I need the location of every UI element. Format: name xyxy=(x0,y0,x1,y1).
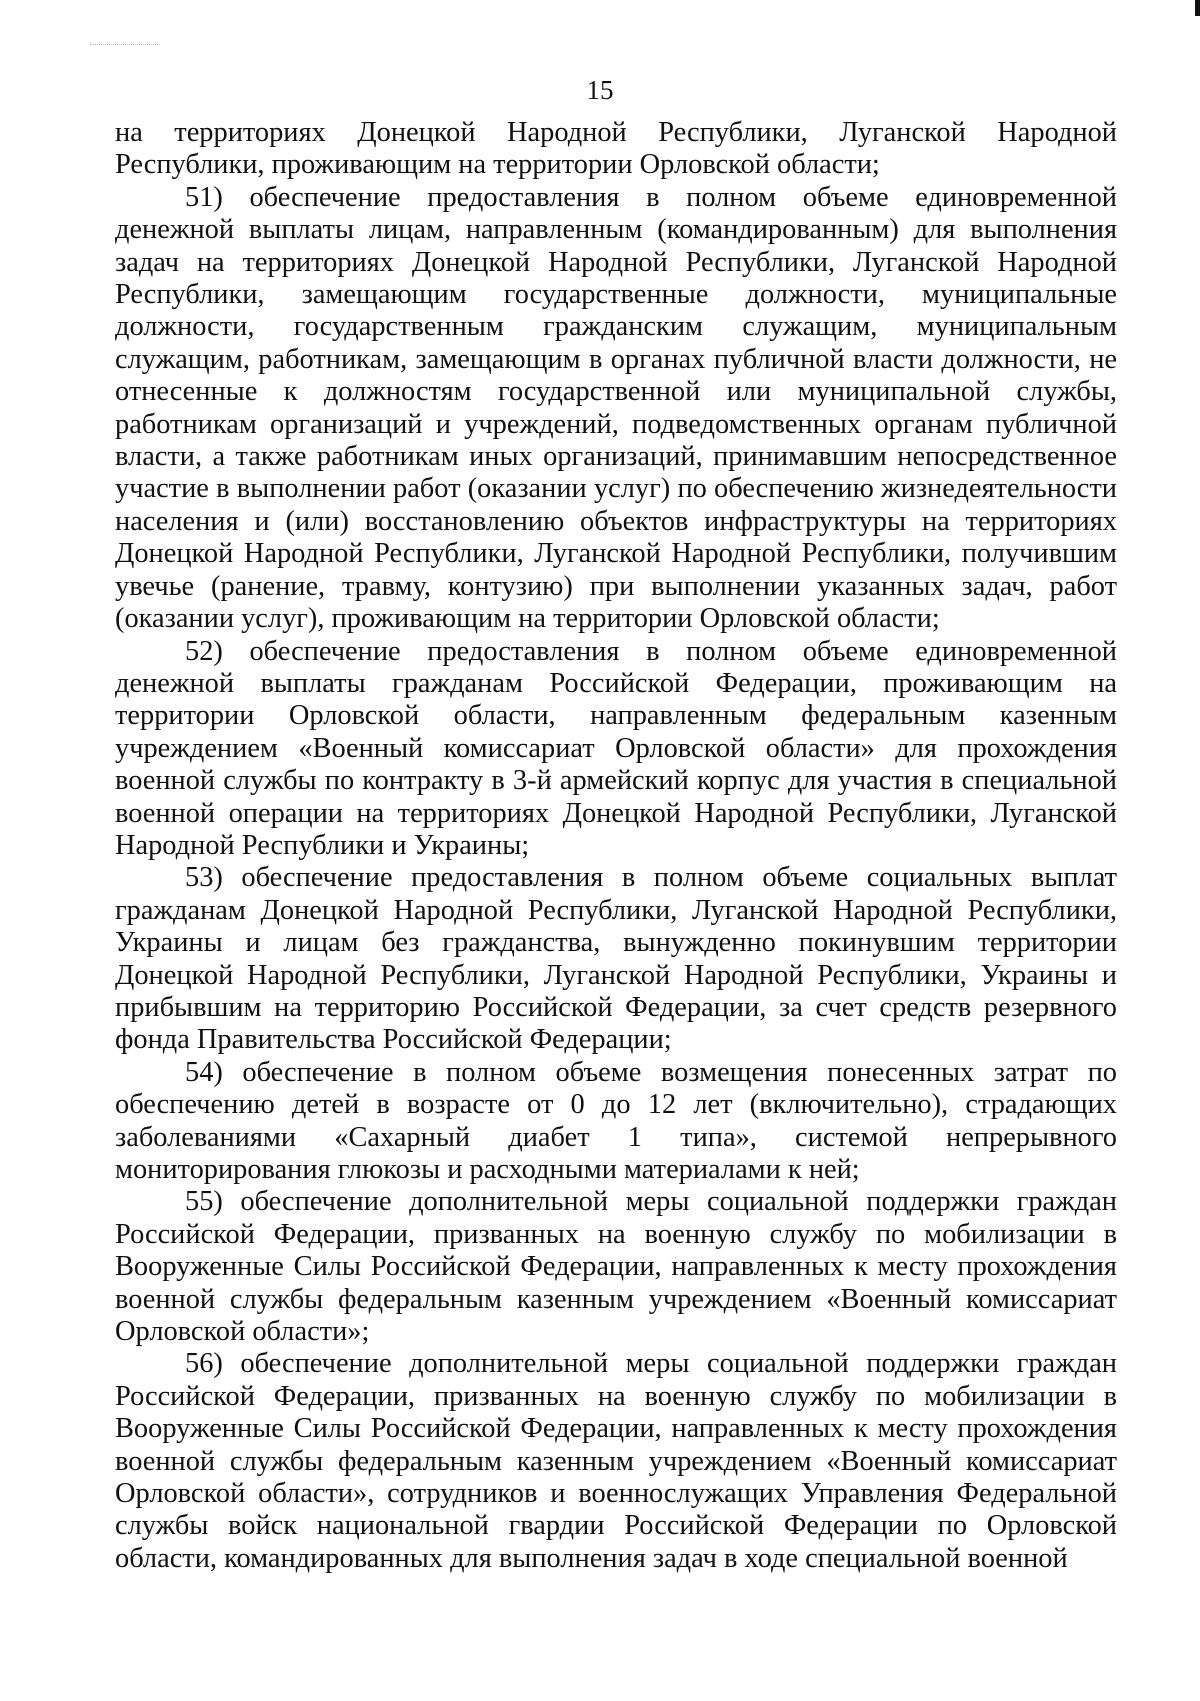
scan-edge-mark xyxy=(1195,0,1200,16)
paragraph-item-55: 55) обеспечение дополнительной меры социальной поддержки граждан Российской Федерации, призванных на военную службу по мобилизации в Вооруженные Силы Российской Федерации, направленных к месту прохождения военной службы федеральным казенным учреждением «Военный комиссариат Орловской области»; xyxy=(115,1186,1117,1348)
paragraph-item-51: 51) обеспечение предоставления в полном объеме единовременной денежной выплаты лицам, направленным (командированным) для выполнения задач на территориях Донецкой Народной Республики, Луганской Народной Республики, замещающим государственные должности, муниципальные должности, государственным гражданским служащим, муниципальным служащим, работникам, замещающим в органах публичной власти должности, не отнесенные к должностям государственной или муниципальной службы, работникам организаций и учреждений, подведомственных органам публичной власти, а также работникам иных организаций, принимавшим непосредственное участие в выполнении работ (оказании услуг) по обеспечению жизнедеятельности населения и (или) восстановлению объектов инфраструктуры на территориях Донецкой Народной Республики, Луганской Народной Республики, получившим увечье (ранение, травму, контузию) при выполнении указанных задач, работ (оказании услуг), проживающим на территории Орловской области; xyxy=(115,181,1117,635)
paragraph-item-52: 52) обеспечение предоставления в полном объеме единовременной денежной выплаты гражданам Российской Федерации, проживающим на территории Орловской области, направленным федеральным казенным учреждением «Военный комиссариат Орловской области» для прохождения военной службы по контракту в 3-й армейский корпус для участия в специальной военной операции на территориях Донецкой Народной Республики, Луганской Народной Республики и Украины; xyxy=(115,635,1117,861)
paragraph-item-53: 53) обеспечение предоставления в полном объеме социальных выплат гражданам Донецкой Народной Республики, Луганской Народной Республики, Украины и лицам без гражданства, вынужденно покинувшим территории Донецкой Народной Республики, Луганской Народной Республики, Украины и прибывшим на территорию Российской Федерации, за счет средств резервного фонда Правительства Российской Федерации; xyxy=(115,862,1117,1056)
document-body xyxy=(115,117,1117,1575)
scan-artifact xyxy=(90,44,160,47)
paragraph-continuation: на территориях Донецкой Народной Республики, Луганской Народной Республики, проживающим на территории Орловской области; xyxy=(115,117,1117,181)
page-number: 15 xyxy=(586,75,614,105)
paragraph-item-54: 54) обеспечение в полном объеме возмещения понесенных затрат по обеспечению детей в возрасте от 0 до 12 лет (включительно), страдающих заболеваниями «Сахарный диабет 1 типа», системой непрерывного мониторирования глюкозы и расходными материалами к ней; xyxy=(115,1056,1117,1185)
paragraph-item-56: 56) обеспечение дополнительной меры социальной поддержки граждан Российской Федерации, призванных на военную службу по мобилизации в Вооруженные Силы Российской Федерации, направленных к месту прохождения военной службы федеральным казенным учреждением «Военный комиссариат Орловской области», сотрудников и военнослужащих Управления Федеральной службы войск национальной гвардии Российской Федерации по Орловской области, командированных для выполнения задач в ходе специальной военной xyxy=(115,1348,1117,1574)
